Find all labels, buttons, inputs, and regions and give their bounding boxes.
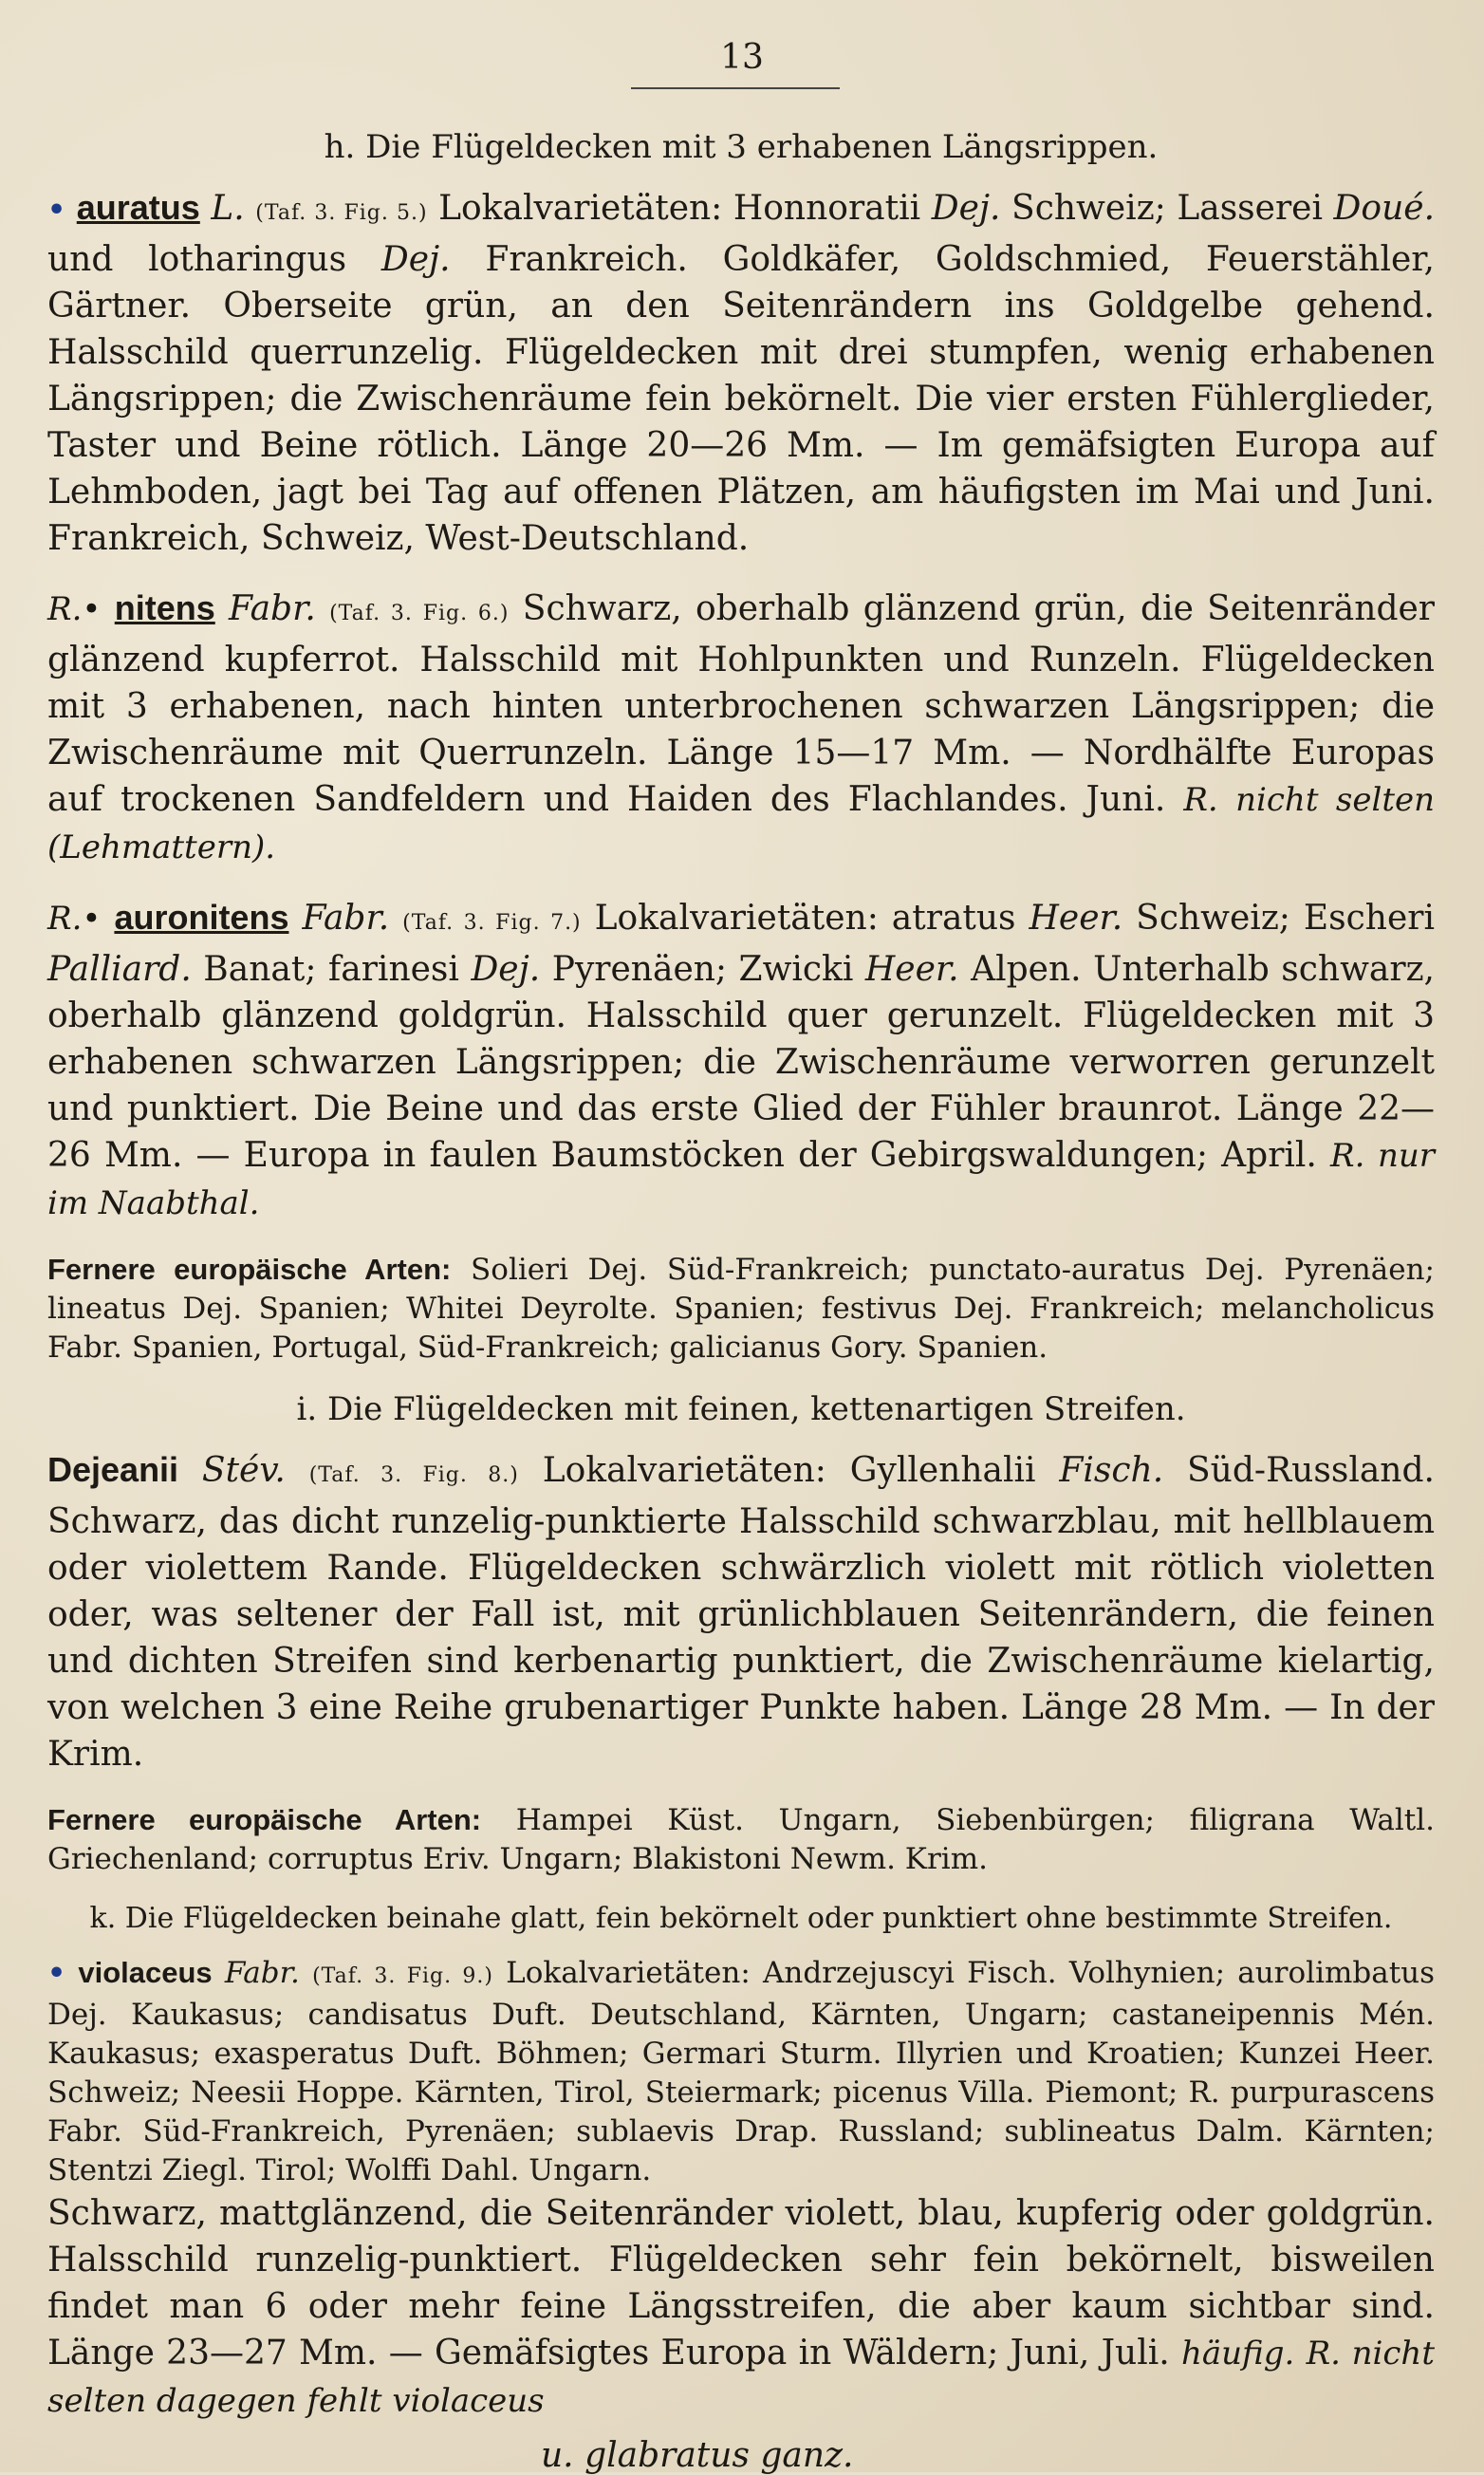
section-heading-k: k. Die Flügeldecken beinahe glatt, fein bekörnelt oder punktiert ohne bestimmte Streifen.: [89, 1901, 1393, 1935]
further-species-i: [47, 1800, 1435, 1879]
author-abbrev: Palliard.: [47, 949, 192, 989]
entry-text: Süd-Russland. Schwarz, das dicht runzelig-punktierte Halsschild schwarzblau, mit hellblauem oder violettem Rande. Flügeldecken schwärzlich violett mit rötlich violetten oder, was seltener der Fall ist, mit grünlichblauen Seitenrändern, die feinen und dichten Streifen sind kerbenartig punktiert, die Zwischenräume kielartig, von welchen 3 eine Reihe grubenartiger Punkte haben. Länge 28 Mm. — In der Krim.: [47, 1450, 1435, 1774]
further-species-h: [47, 1250, 1435, 1368]
plate-reference: (Taf. 3. Fig. 7.): [402, 910, 582, 935]
entry-text: Lokalvarietäten: Honnoratii: [438, 188, 921, 228]
species-name: violaceus: [78, 1955, 213, 1989]
plate-reference: (Taf. 3. Fig. 8.): [308, 1462, 519, 1487]
section-heading-i: i. Die Flügeldecken mit feinen, kettenartigen Streifen.: [296, 1389, 1186, 1428]
entry-violaceus: [47, 1953, 1435, 2190]
author-abbrev: Doué.: [1333, 188, 1436, 228]
handwritten-note: R. nur im Naabthal.: [47, 1136, 1435, 1222]
entry-text: Schweiz; Lasserei: [1011, 188, 1323, 228]
section-heading-h: h. Die Flügeldecken mit 3 erhabenen Längsrippen.: [324, 128, 1159, 166]
author-abbrev: Heer.: [1029, 898, 1123, 938]
further-species-text: Hampei Küst. Ungarn, Siebenbürgen; filigrana Waltl. Griechenland; corruptus Eriv. Ungarn; Blakistoni Newm. Krim.: [47, 1802, 1435, 1876]
further-species-text: Solieri Dej. Süd-Frankreich; punctato-auratus Dej. Pyrenäen; lineatus Dej. Spanien; Whitei Deyrolte. Spanien; festivus Dej. Frankreich; melancholicus Fabr. Spanien, Portugal, Süd-Frankreich; galicianus Gory. Spanien.: [47, 1252, 1436, 1365]
species-author: L.: [211, 188, 245, 228]
entry-auratus: [47, 184, 1435, 562]
handwritten-mark: R.•: [47, 899, 102, 938]
author-abbrev: Dej.: [931, 188, 1001, 228]
species-name: nitens: [114, 587, 215, 627]
page-number-rule: [631, 87, 840, 89]
handwritten-note: R. nicht selten (Lehmattern).: [47, 780, 1435, 866]
entry-nitens: [47, 585, 1435, 871]
entry-text: und lotharingus: [47, 239, 347, 279]
handwritten-note: häufig.: [1180, 2334, 1295, 2373]
entry-text: Lokalvarietäten: Andrzejuscyi Fisch. Volhynien; aurolimbatus Dej. Kaukasus; candisatus Duft. Deutschland, Kärnten, Ungarn; castaneipennis Mén. Kaukasus; exasperatus Duft. Böhmen; Germari Sturm. Illyrien und Kroatien; Kunzei Heer. Schweiz; Neesii Hoppe. Kärnten, Tirol, Steiermark; picenus Villa. Piemont; R. purpurascens Fabr. Süd-Frankreich, Pyrenäen; sublaevis Drap. Russland; sublineatus Dalm. Kärnten; Stentzi Ziegl. Tirol; Wolffi Dahl. Ungarn.: [47, 1955, 1436, 2187]
entry-text: Frankreich. Goldkäfer, Goldschmied, Feuerstähler, Gärtner. Oberseite grün, an den Seitenrändern ins Goldgelbe gehend. Halsschild querrunzelig. Flügeldecken mit drei stumpfen, wenig erhabenen Längsrippen; die Zwischenräume fein bekörnelt. Die vier ersten Fühlerglieder, Taster und Beine rötlich. Länge 20—26 Mm. — Im gemäfsigten Europa auf Lehmboden, jagt bei Tag auf offenen Plätzen, am häufigsten im Mai und Juni. Frankreich, Schweiz, West-Deutschland.: [47, 239, 1436, 558]
plate-reference: (Taf. 3. Fig. 6.): [329, 601, 510, 625]
entry-text: Alpen. Unterhalb schwarz, oberhalb glänzend goldgrün. Halsschild quer gerunzelt. Flügeldecken mit 3 erhabenen schwarzen Längsrippen; die Zwischenräume verworren gerunzelt und punktiert. Die Beine und das erste Glied der Fühler braunrot. Länge 22—26 Mm. — Europa in faulen Baumstöcken der Gebirgswaldungen; April.: [47, 949, 1435, 1175]
entry-text: Lokalvarietäten: Gyllenhalii: [542, 1450, 1036, 1490]
handwritten-note-continued: u. glabratus ganz.: [541, 2435, 854, 2475]
handwritten-mark: R.•: [47, 589, 102, 628]
species-author: Stév.: [201, 1450, 286, 1490]
bullet-mark: •: [47, 193, 66, 227]
entry-text: Lokalvarietäten: atratus: [594, 898, 1016, 938]
entry-text: Schwarz, mattglänzend, die Seitenränder violett, blau, kupferig oder goldgrün. Halsschild runzelig-punktiert. Flügeldecken sehr fein bekörnelt, bisweilen findet man 6 oder mehr feine Längsstreifen, die aber kaum sichtbar sind. Länge 23—27 Mm. — Gemäfsigtes Europa in Wäldern; Juni, Juli.: [47, 2193, 1435, 2373]
author-abbrev: Heer.: [864, 949, 959, 989]
further-species-label: Fernere europäische Arten:: [47, 1252, 452, 1286]
author-abbrev: Fisch.: [1059, 1450, 1164, 1490]
entry-auronitens: [47, 894, 1435, 1227]
species-name: auronitens: [114, 897, 289, 937]
entry-text: Banat; farinesi: [203, 949, 459, 989]
page-number: 13: [720, 38, 764, 77]
species-name: Dejeanii: [47, 1449, 179, 1489]
entry-text: Schweiz; Escheri: [1136, 898, 1435, 938]
species-name: auratus: [76, 187, 200, 227]
page-content: [47, 128, 1435, 2475]
entry-text: Pyrenäen; Zwicki: [551, 949, 854, 989]
entry-text: Schwarz, oberhalb glänzend grün, die Seitenränder glänzend kupferrot. Halsschild mit Hohlpunkten und Runzeln. Flügeldecken mit 3 erhabenen, nach hinten unterbrochenen schwarzen Längsrippen; die Zwischenräume mit Querrunzeln. Länge 15—17 Mm. — Nordhälfte Europas auf trockenen Sandfeldern und Haiden des Flachlandes. Juni.: [47, 588, 1436, 819]
further-species-label: Fernere europäische Arten:: [47, 1802, 482, 1836]
entry-violaceus-description: [47, 2190, 1435, 2425]
author-abbrev: Dej.: [471, 949, 541, 989]
entry-dejeanii: [47, 1446, 1435, 1777]
handwritten-note: R. nicht selten dagegen fehlt violaceus: [47, 2334, 1435, 2420]
species-author: Fabr.: [302, 898, 390, 938]
species-author: Fabr.: [229, 588, 316, 628]
plate-reference: (Taf. 3. Fig. 9.): [312, 1963, 493, 1988]
plate-reference: (Taf. 3. Fig. 5.): [255, 200, 428, 225]
bullet-mark: •: [47, 1956, 66, 1990]
species-author: Fabr.: [224, 1955, 300, 1990]
author-abbrev: Dej.: [380, 239, 451, 279]
